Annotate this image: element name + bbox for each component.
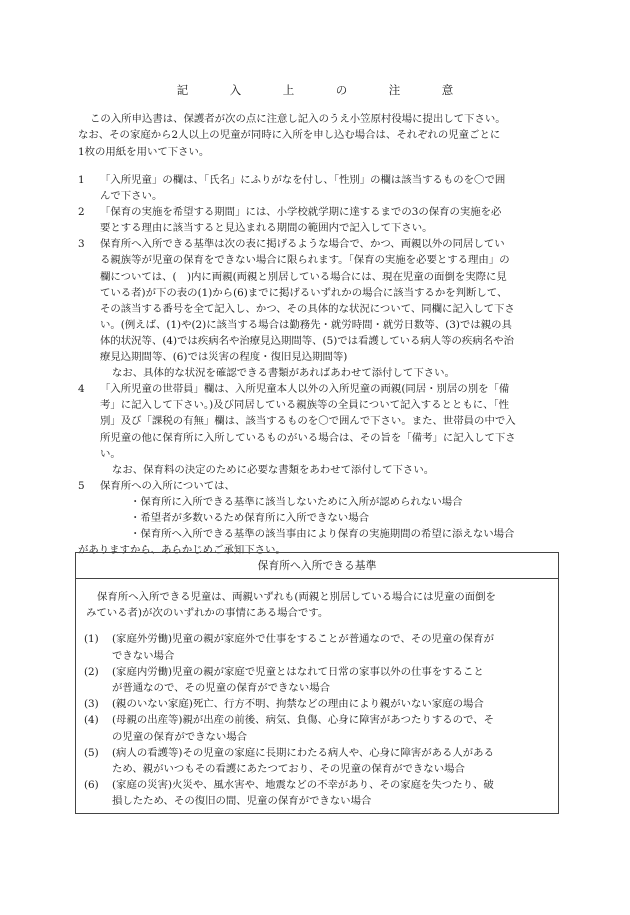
criteria-intro xyxy=(86,589,548,621)
criteria-line: が普通なので、その児童の保育ができない場合 xyxy=(112,682,330,695)
note-line: ている者)が下の表の(1)から(6)までに掲げるいずれかの場合に該当するかを判断して、 xyxy=(100,286,508,299)
criteria-line: できない場合 xyxy=(112,649,175,662)
note-number: 2 xyxy=(78,206,85,219)
note-number: 5 xyxy=(78,479,85,492)
note-item-1 xyxy=(78,172,560,204)
note-line: 保育所へ入所できる基準は次の表に掲げるような場合で、かつ、両親以外の同居してい xyxy=(100,238,505,251)
criteria-item-1 xyxy=(84,631,550,663)
criteria-number: (4) xyxy=(84,714,99,727)
note-line: 考」に記入して下さい。)及び同居している親族等の全員について記入するとともに、「性 xyxy=(100,399,510,412)
criteria-line: ため、親がいつもその看護にあたつており、その児童の保育ができない場合 xyxy=(112,763,465,776)
note-line: い。(例えば、(1)や(2)に該当する場合は勤務先・就労時間・就労日数等、(3)では親の具 xyxy=(100,318,512,331)
criteria-heading: 保育所へ入所できる基準 xyxy=(76,553,558,579)
note-bullet: ・希望者が多数いるため保育所に入所できない場合 xyxy=(130,511,369,524)
criteria-item-2 xyxy=(84,664,550,696)
intro-line: この入所申込書は、保護者が次の点に注意し記入のうえ小笠原村役場に提出して下さい。 xyxy=(90,113,506,125)
note-line: 欄については、( )内に両親(両親と別居している場合には、現在児童の面倒を実際に見 xyxy=(100,270,507,283)
criteria-intro-line: みている者)が次のいずれかの事情にある場合です。 xyxy=(86,607,329,620)
notes-list xyxy=(78,172,560,558)
note-number: 1 xyxy=(78,174,85,186)
criteria-line: (母親の出産等)親が出産の前後、病気、負傷、心身に障害があつたりするので、そ xyxy=(112,714,494,727)
criteria-number: (3) xyxy=(84,698,99,711)
note-line: 体的状況等、(4)では疾病名や治療見込期間等、(5)では看護している病人等の疾病名や治 xyxy=(100,334,514,347)
criteria-item-5 xyxy=(84,745,550,777)
note-supplement: なお、保育料の決定のために必要な書類をあわせて添付して下さい。 xyxy=(112,463,435,476)
note-item-4 xyxy=(78,381,560,478)
criteria-line: 損したため、その復旧の間、児童の保育ができない場合 xyxy=(112,795,372,808)
note-line: 保育所への入所については、 xyxy=(100,479,235,492)
criteria-intro-line: 保育所へ入所できる児童は、両親いずれも(両親と別居している場合には児童の面倒を xyxy=(97,591,496,603)
criteria-list xyxy=(84,631,550,809)
note-line: 「入所児童の世帯員」欄は、入所児童本人以外の入所児童の両親(同居・別居の別を「備 xyxy=(100,383,510,396)
criteria-line: (親のいない家庭)死亡、行方不明、拘禁などの理由により親がいない家庭の場合 xyxy=(112,698,484,711)
note-line: 別」及び「課税の有無」欄は、該当するものを〇で囲んで下さい。また、世帯員の中で入 xyxy=(100,415,516,428)
page-title: 記 入 上 の 注 意 xyxy=(176,83,469,97)
note-number: 3 xyxy=(78,238,85,251)
note-line: 療見込期間等、(6)では災害の程度・復旧見込期間等) xyxy=(100,351,348,364)
intro-paragraph xyxy=(78,111,558,160)
note-bullet: ・保育所へ入所できる基準の該当事由により保育の実施期間の希望に添えない場合 xyxy=(130,528,515,541)
criteria-line: (家庭の災害)火災や、風水害や、地震などの不幸があり、その家庭を失つたり、破 xyxy=(112,779,494,792)
note-number: 4 xyxy=(78,383,85,396)
criteria-number: (5) xyxy=(84,746,99,759)
note-line: んで下さい。 xyxy=(100,190,163,203)
note-item-5 xyxy=(78,478,560,558)
criteria-line: (家庭内労働)児童の親が家庭で児童とはなれて日常の家事以外の仕事をすること xyxy=(112,665,484,678)
note-item-3 xyxy=(78,236,560,381)
criteria-line: (家庭外労働)児童の親が家庭外で仕事をすることが普通なので、その児童の保育が xyxy=(112,633,494,646)
criteria-number: (1) xyxy=(84,633,99,646)
note-line: 要とする理由に該当すると見込まれる期間の範囲内で記入して下さい。 xyxy=(100,222,433,235)
criteria-number: (2) xyxy=(84,665,99,678)
intro-line: 1枚の用紙を用いて下さい。 xyxy=(78,145,210,158)
criteria-number: (6) xyxy=(84,779,99,792)
criteria-item-6 xyxy=(84,777,550,809)
note-supplement: なお、具体的な状況を確認できる書類があればあわせて添付して下さい。 xyxy=(112,367,455,380)
note-closing: がありますから、あらかじめご承知下さい。 xyxy=(78,544,286,557)
note-item-2 xyxy=(78,204,560,236)
note-line: る親族等が児童の保育をできない場合に限られます。「保育の実施を必要とする理由」の xyxy=(100,254,510,267)
note-bullet: ・保育所に入所できる基準に該当しないために入所が認められない場合 xyxy=(130,495,463,508)
criteria-item-4 xyxy=(84,712,550,744)
note-line: い。 xyxy=(100,447,121,460)
intro-line: なお、その家庭から2人以上の児童が同時に入所を申し込む場合は、それぞれの児童ごとに xyxy=(78,129,501,142)
note-line: 「保育の実施を希望する期間」には、小学校就学期に達するまでの3の保育の実施を必 xyxy=(100,206,502,219)
note-line: 「入所児童」の欄は、「氏名」にふりがなを付し、「性別」の欄は該当するものを〇で囲 xyxy=(100,174,506,186)
criteria-line: の児童の保育ができない場合 xyxy=(112,730,248,743)
criteria-item-3 xyxy=(84,696,550,712)
criteria-line: (病人の看護等)その児童の家庭に長期にわたる病人や、心身に障害がある人がある xyxy=(112,746,494,759)
criteria-box xyxy=(75,552,559,814)
note-line: その該当する番号を全て記入し、かつ、その具体的な状況について、同欄に記入して下さ xyxy=(100,302,515,315)
note-line: 所児童の他に保育所に入所しているものがいる場合は、その旨を「備考」に記入して下さ xyxy=(100,431,516,444)
